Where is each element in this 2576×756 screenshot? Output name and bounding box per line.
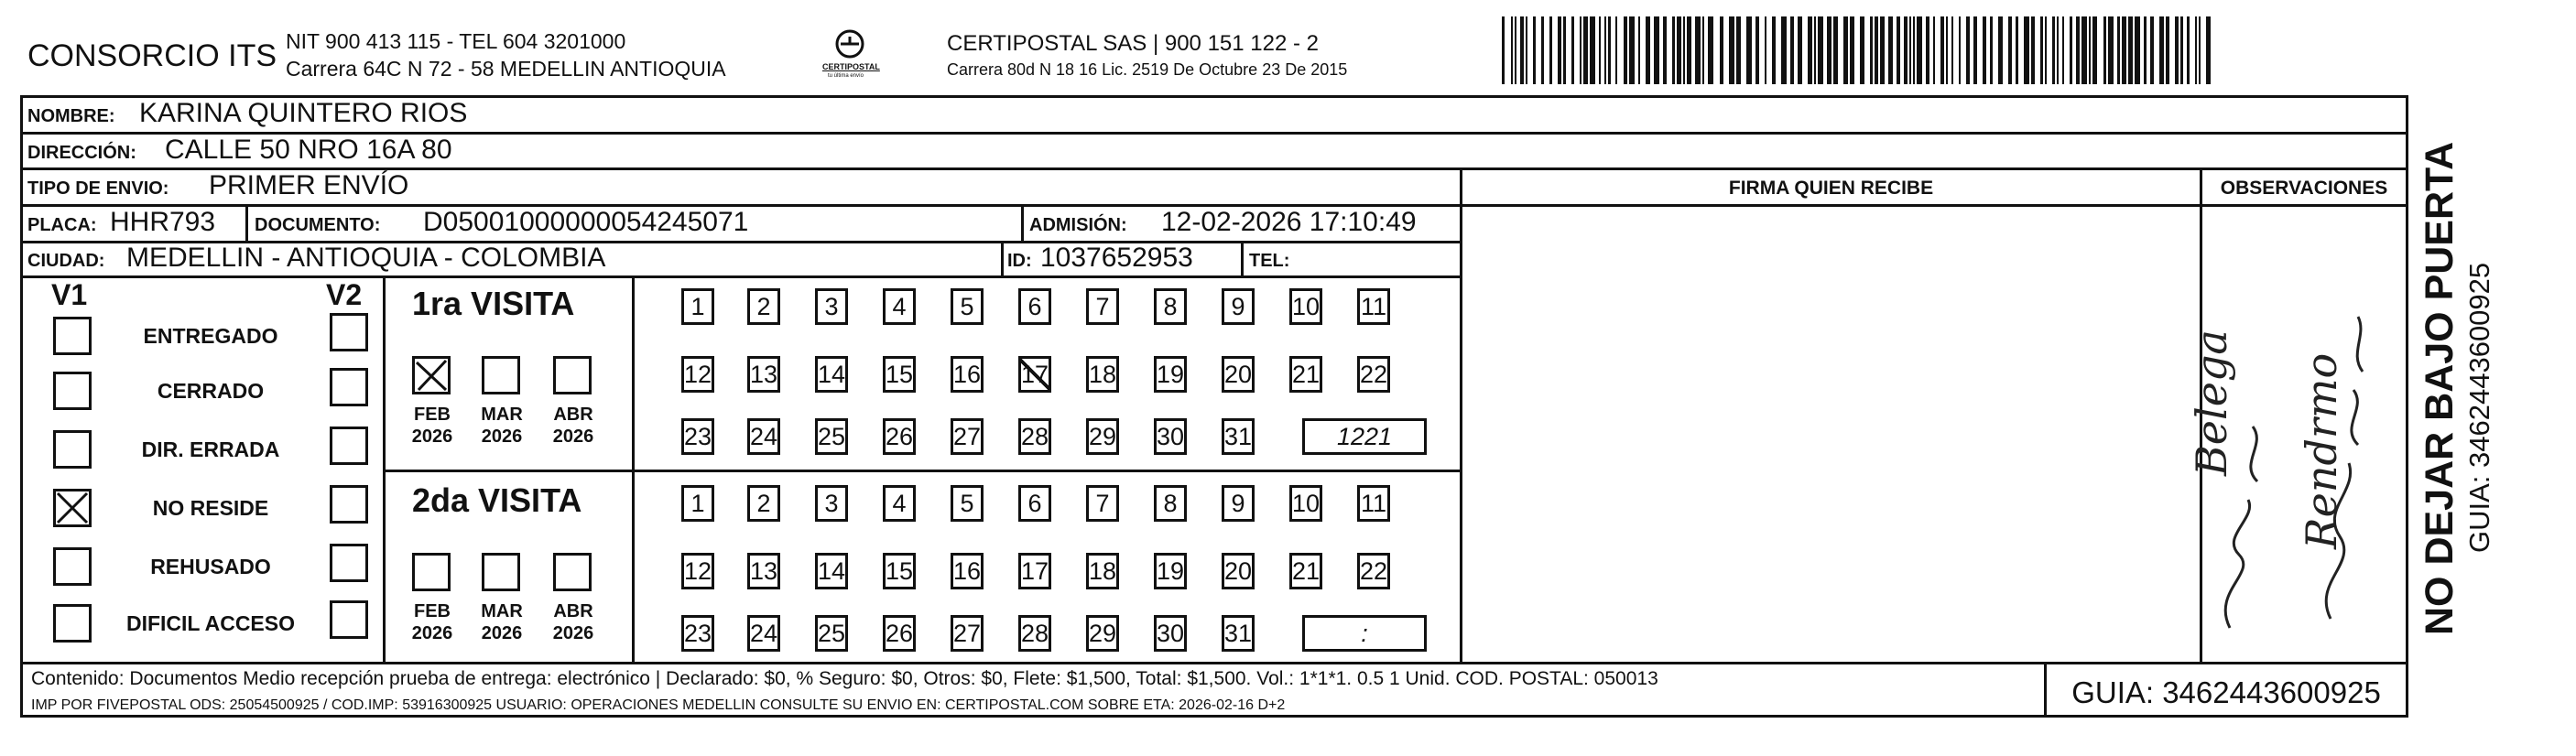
barcode-bar xyxy=(1926,16,1929,84)
barcode-bar xyxy=(1959,16,1961,84)
day-box[interactable]: 27 xyxy=(951,615,984,652)
barcode-bar xyxy=(2045,16,2047,84)
day-box[interactable]: 26 xyxy=(883,615,916,652)
visit-title: 1ra VISITA xyxy=(412,285,575,322)
barcode-bar xyxy=(2031,16,2035,84)
barcode-bar xyxy=(2180,16,2183,84)
documento-value: D05001000000054245071 xyxy=(423,207,749,237)
day-box[interactable]: 6 xyxy=(1018,288,1051,325)
barcode-bar xyxy=(1541,16,1544,84)
month-checkbox[interactable] xyxy=(482,553,520,591)
day-box[interactable]: 10 xyxy=(1289,485,1322,522)
barcode-bar xyxy=(1833,16,1838,84)
status-label: DIFICIL ACCESO xyxy=(125,611,295,635)
barcode-bar xyxy=(1808,16,1812,84)
logo-icon xyxy=(813,26,886,81)
check-x-icon xyxy=(56,491,89,524)
barcode-bar xyxy=(1888,16,1893,84)
company-address: Carrera 64C N 72 - 58 MEDELLIN ANTIOQUIA xyxy=(286,57,726,81)
barcode-bar xyxy=(1904,16,1908,84)
id-label: ID: xyxy=(1007,251,1032,271)
barcode-bar xyxy=(2008,16,2012,84)
barcode-bar xyxy=(1933,16,1935,84)
barcode-bar xyxy=(1818,16,1823,84)
barcode-bar xyxy=(1998,16,2003,84)
day-box[interactable]: 20 xyxy=(1222,553,1255,589)
documento-label: DOCUMENTO: xyxy=(255,215,381,235)
barcode-bar xyxy=(2081,16,2087,84)
barcode-bar xyxy=(1608,16,1611,84)
barcode-bar xyxy=(1814,16,1816,84)
barcode-bar xyxy=(1946,16,1948,84)
barcode-bar xyxy=(2103,16,2106,84)
v2-checkbox[interactable] xyxy=(330,485,368,524)
status-label: CERRADO xyxy=(157,379,265,403)
barcode-bar xyxy=(2150,16,2154,84)
barcode-bar xyxy=(1599,16,1601,84)
day-box[interactable]: 19 xyxy=(1154,553,1187,589)
month-checkbox[interactable] xyxy=(553,356,592,394)
v1-checkbox[interactable] xyxy=(53,489,92,527)
day-box[interactable]: 29 xyxy=(1086,615,1119,652)
barcode-bar xyxy=(2128,16,2133,84)
day-box[interactable]: 28 xyxy=(1018,418,1051,455)
barcode-bar xyxy=(1511,16,1513,84)
barcode-bar xyxy=(1615,16,1617,84)
barcode-bar xyxy=(1663,16,1667,84)
barcode-bar xyxy=(2122,16,2126,84)
day-box[interactable]: 24 xyxy=(747,615,780,652)
ciudad-value: MEDELLIN - ANTIOQUIA - COLOMBIA xyxy=(126,243,606,273)
barcode-bar xyxy=(2135,16,2140,84)
admision-value: 12-02-2026 17:10:49 xyxy=(1161,207,1417,237)
barcode-bar xyxy=(1843,16,1848,84)
barcode-bar xyxy=(1646,16,1650,84)
barcode-bar xyxy=(2117,16,2120,84)
v1-checkbox[interactable] xyxy=(53,604,92,643)
barcode xyxy=(1498,13,2222,88)
status-label: ENTREGADO xyxy=(143,324,278,348)
day-box[interactable]: 17 xyxy=(1018,356,1051,393)
barcode-bar xyxy=(1702,16,1704,84)
logo-tagline: tu última envío xyxy=(828,73,864,79)
day-box[interactable]: 31 xyxy=(1222,418,1255,455)
v1-checkbox[interactable] xyxy=(53,430,92,469)
footer-imp: IMP POR FIVEPOSTAL ODS: 25054500925 / COD.IMP: 53916300925 USUARIO: OPERACIONES MEDELLIN CONSULTE SU ENVIO EN: CERTIPOSTAL.COM SOBRE ETA: 2026-02-16 D+2 xyxy=(31,697,1286,713)
signature-line-2: Rendrmo xyxy=(2297,352,2346,549)
direccion-label: DIRECCIÓN: xyxy=(27,143,136,163)
tel-label: TEL: xyxy=(1249,251,1290,271)
barcode-bar xyxy=(1624,16,1627,84)
carrier-address: Carrera 80d N 18 16 Lic. 2519 De Octubre 23 De 2015 xyxy=(947,60,1348,79)
barcode-bar xyxy=(1990,16,1993,84)
barcode-bar xyxy=(2175,16,2179,84)
day-box[interactable]: 21 xyxy=(1289,356,1322,393)
day-box[interactable]: 13 xyxy=(747,356,780,393)
v2-checkbox[interactable] xyxy=(330,544,368,582)
barcode-bar xyxy=(1880,16,1885,84)
day-box[interactable]: 16 xyxy=(951,356,984,393)
day-box[interactable]: 1 xyxy=(681,288,714,325)
day-box[interactable]: 4 xyxy=(883,288,916,325)
barcode-bar xyxy=(1850,16,1854,84)
barcode-bar xyxy=(1729,16,1734,84)
day-box[interactable]: 3 xyxy=(815,485,848,522)
day-box[interactable]: 8 xyxy=(1154,485,1187,522)
barcode-bar xyxy=(2187,16,2190,84)
tipo-envio-label: TIPO DE ENVIO: xyxy=(27,178,169,199)
no-dejar-bajo-puerta: NO DEJAR BAJO PUERTA xyxy=(2418,141,2462,635)
day-box[interactable]: 29 xyxy=(1086,418,1119,455)
barcode-bar xyxy=(2057,16,2059,84)
footer-guia: GUIA: 3462443600925 xyxy=(2071,675,2381,709)
day-box[interactable]: 15 xyxy=(883,553,916,589)
barcode-bar xyxy=(1875,16,1878,84)
v1-checkbox[interactable] xyxy=(53,372,92,410)
day-box[interactable]: 26 xyxy=(883,418,916,455)
barcode-bar xyxy=(1897,16,1900,84)
barcode-bar xyxy=(1781,16,1787,84)
admision-label: ADMISIÓN: xyxy=(1029,215,1127,235)
day-box[interactable]: 30 xyxy=(1154,418,1187,455)
day-box[interactable]: 14 xyxy=(815,553,848,589)
placa-value: HHR793 xyxy=(110,207,216,237)
barcode-bar xyxy=(1590,16,1595,84)
barcode-bar xyxy=(1687,16,1691,84)
barcode-bar xyxy=(1765,16,1766,84)
barcode-bar xyxy=(2092,16,2097,84)
day-box[interactable]: 9 xyxy=(1222,485,1255,522)
barcode-bar xyxy=(1677,16,1681,84)
observaciones-header: OBSERVACIONES xyxy=(2220,178,2388,199)
day-box[interactable]: 24 xyxy=(747,418,780,455)
day-box[interactable]: 7 xyxy=(1086,485,1119,522)
barcode-bar xyxy=(1798,16,1802,84)
time-box[interactable]: 1221 xyxy=(1302,418,1427,455)
month-checkbox[interactable] xyxy=(482,356,520,394)
barcode-bar xyxy=(1526,16,1527,84)
day-box[interactable]: 23 xyxy=(681,615,714,652)
id-value: 1037652953 xyxy=(1040,243,1193,273)
day-box[interactable]: 10 xyxy=(1289,288,1322,325)
barcode-bar xyxy=(2206,16,2211,84)
barcode-bar xyxy=(1983,16,1986,84)
barcode-bar xyxy=(1502,16,1505,84)
barcode-bar xyxy=(1913,16,1915,84)
check-x-icon xyxy=(415,359,451,395)
barcode-bar xyxy=(1583,16,1588,84)
barcode-bar xyxy=(2052,16,2055,84)
nombre-value: KARINA QUINTERO RIOS xyxy=(139,98,468,128)
status-label: REHUSADO xyxy=(150,555,271,578)
barcode-bar xyxy=(2199,16,2201,84)
direccion-value: CALLE 50 NRO 16A 80 xyxy=(165,135,452,165)
month-checkbox[interactable] xyxy=(412,553,451,591)
barcode-bar xyxy=(1746,16,1752,84)
barcode-bar xyxy=(1571,16,1574,84)
barcode-bar xyxy=(1917,16,1922,84)
barcode-bar xyxy=(1533,16,1536,84)
v1-checkbox[interactable] xyxy=(53,317,92,355)
side-guia: GUIA: 3462443600925 xyxy=(2463,262,2495,553)
barcode-bar xyxy=(2089,16,2091,84)
barcode-bar xyxy=(1638,16,1640,84)
barcode-bar xyxy=(1708,16,1713,84)
v2-checkbox[interactable] xyxy=(330,313,368,351)
barcode-bar xyxy=(1695,16,1701,84)
barcode-bar xyxy=(2062,16,2064,84)
barcode-bar xyxy=(1860,16,1864,84)
barcode-bar xyxy=(1580,16,1581,84)
day-box[interactable]: 8 xyxy=(1154,288,1187,325)
month-label: ABR 2026 xyxy=(552,601,594,643)
day-box[interactable]: 5 xyxy=(951,288,984,325)
barcode-bar xyxy=(2108,16,2114,84)
barcode-bar xyxy=(1870,16,1873,84)
barcode-bar xyxy=(1672,16,1675,84)
day-box[interactable]: 23 xyxy=(681,418,714,455)
barcode-bar xyxy=(2166,16,2169,84)
month-label: MAR 2026 xyxy=(481,405,523,447)
barcode-bar xyxy=(1604,16,1606,84)
barcode-bar xyxy=(2159,16,2164,84)
day-box[interactable]: 6 xyxy=(1018,485,1051,522)
barcode-bar xyxy=(2024,16,2029,84)
visit-title: 2da VISITA xyxy=(412,481,582,519)
barcode-bar xyxy=(1720,16,1723,84)
status-label: NO RESIDE xyxy=(152,496,269,520)
certipostal-logo xyxy=(813,26,886,81)
barcode-bar xyxy=(1629,16,1635,84)
barcode-bar xyxy=(2040,16,2043,84)
barcode-bar xyxy=(1772,16,1776,84)
nombre-label: NOMBRE: xyxy=(27,106,115,126)
day-box[interactable]: 12 xyxy=(681,356,714,393)
day-box[interactable]: 19 xyxy=(1154,356,1187,393)
day-box[interactable]: 2 xyxy=(747,288,780,325)
v2-checkbox[interactable] xyxy=(330,368,368,406)
day-box[interactable]: 9 xyxy=(1222,288,1255,325)
barcode-bar xyxy=(2195,16,2197,84)
signature-line-1: Belega xyxy=(2187,329,2236,476)
day-box[interactable]: 15 xyxy=(883,356,916,393)
day-box[interactable]: 22 xyxy=(1357,356,1390,393)
day-box[interactable]: 7 xyxy=(1086,288,1119,325)
day-box[interactable]: 16 xyxy=(951,553,984,589)
day-box[interactable]: 17 xyxy=(1018,553,1051,589)
barcode-bar xyxy=(1940,16,1944,84)
month-checkbox[interactable] xyxy=(553,553,592,591)
status-label: DIR. ERRADA xyxy=(141,437,280,461)
day-box[interactable]: 18 xyxy=(1086,553,1119,589)
day-box[interactable]: 21 xyxy=(1289,553,1322,589)
day-box[interactable]: 27 xyxy=(951,418,984,455)
v1-checkbox[interactable] xyxy=(53,547,92,586)
day-box[interactable]: 4 xyxy=(883,485,916,522)
barcode-bar xyxy=(1966,16,1970,84)
ciudad-label: CIUDAD: xyxy=(27,251,105,271)
day-box[interactable]: 13 xyxy=(747,553,780,589)
day-box[interactable]: 18 xyxy=(1086,356,1119,393)
day-box[interactable]: 20 xyxy=(1222,356,1255,393)
day-box[interactable]: 30 xyxy=(1154,615,1187,652)
company-nit: NIT 900 413 115 - TEL 604 3201000 xyxy=(286,29,626,53)
v2-label: V2 xyxy=(326,278,363,311)
footer-contenido: Contenido: Documentos Medio recepción prueba de entrega: electrónico | Declarado: $0, % Seguro: $0, Otros: $0, Flete: $1,500, Total: $1,500. Vol.: 1*1*1. 0.5 1 Unid. COD. POSTAL: 050013 xyxy=(31,668,1658,689)
carrier-name: CERTIPOSTAL SAS | 900 151 122 - 2 xyxy=(947,31,1319,56)
month-label: FEB 2026 xyxy=(411,601,453,643)
firma-header: FIRMA QUIEN RECIBE xyxy=(1728,178,1934,199)
day-box[interactable]: 22 xyxy=(1357,553,1390,589)
barcode-bar xyxy=(1827,16,1831,84)
logo-text: CERTIPOSTAL xyxy=(822,62,880,71)
barcode-bar xyxy=(1558,16,1561,84)
day-box[interactable]: 25 xyxy=(815,615,848,652)
v2-checkbox[interactable] xyxy=(330,600,368,639)
month-label: ABR 2026 xyxy=(552,405,594,447)
barcode-bar xyxy=(1736,16,1741,84)
barcode-bar xyxy=(1520,16,1524,84)
barcode-bar xyxy=(1755,16,1759,84)
day-box[interactable]: 11 xyxy=(1357,288,1390,325)
month-label: MAR 2026 xyxy=(481,601,523,643)
day-box[interactable]: 5 xyxy=(951,485,984,522)
day-box[interactable]: 3 xyxy=(815,288,848,325)
barcode-bar xyxy=(2070,16,2072,84)
day-box[interactable]: 25 xyxy=(815,418,848,455)
tipo-envio-value: PRIMER ENVÍO xyxy=(209,170,409,200)
day-box[interactable]: 12 xyxy=(681,553,714,589)
day-box[interactable]: 31 xyxy=(1222,615,1255,652)
company-name: CONSORCIO ITS xyxy=(27,38,277,73)
barcode-bar xyxy=(1790,16,1794,84)
v2-checkbox[interactable] xyxy=(330,427,368,465)
barcode-bar xyxy=(2016,16,2018,84)
day-box[interactable]: 2 xyxy=(747,485,780,522)
v1-label: V1 xyxy=(51,278,88,311)
barcode-bar xyxy=(1951,16,1953,84)
barcode-bar xyxy=(1909,16,1911,84)
month-checkbox[interactable] xyxy=(412,356,451,394)
barcode-bar xyxy=(1549,16,1552,84)
month-label: FEB 2026 xyxy=(411,405,453,447)
time-box[interactable]: : xyxy=(1302,615,1427,652)
day-box[interactable]: 14 xyxy=(815,356,848,393)
day-box[interactable]: 11 xyxy=(1357,485,1390,522)
barcode-bar xyxy=(1654,16,1659,84)
barcode-bar xyxy=(1563,16,1566,84)
barcode-bar xyxy=(1973,16,1977,84)
barcode-bar xyxy=(2144,16,2147,84)
barcode-bar xyxy=(1683,16,1685,84)
barcode-bar xyxy=(1515,16,1516,84)
day-box[interactable]: 1 xyxy=(681,485,714,522)
day-box[interactable]: 28 xyxy=(1018,615,1051,652)
barcode-bar xyxy=(2076,16,2080,84)
placa-label: PLACA: xyxy=(27,215,97,235)
